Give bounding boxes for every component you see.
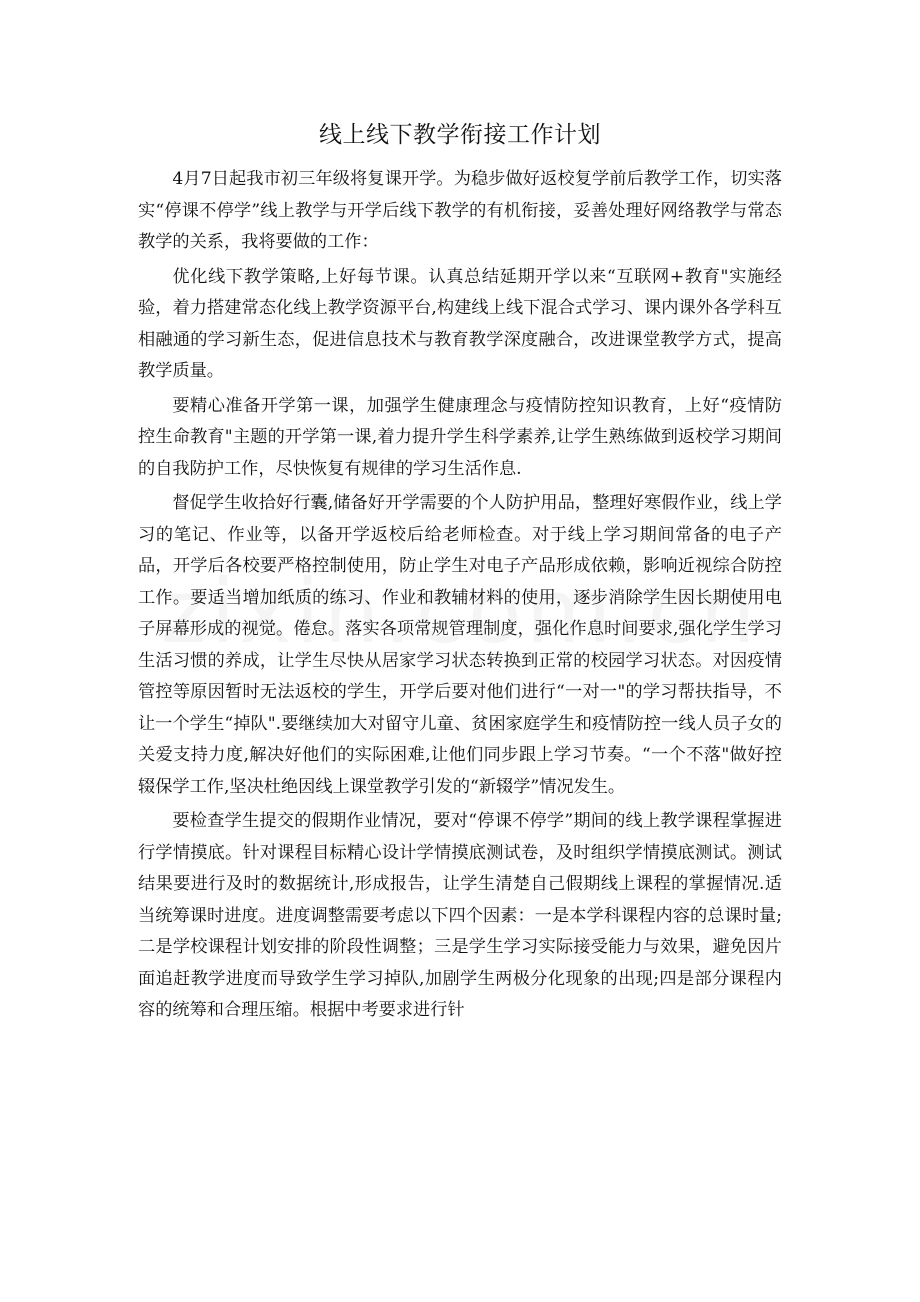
paragraph-5: 要检查学生提交的假期作业情况，要对“停课不停学”期间的线上教学课程掌握进行学情摸底。针对课程目标精心设计学情摸底测试卷，及时组织学情摸底测试。测试结果要进行及时的数据统计,形成报告，让学生清楚自己假期线上课程的掌握情况.适当统筹课时进度。进度调整需要考虑以下四个因素：一是本学科课程内容的总课时量;二是学校课程计划安排的阶段性调整；三是学生学习实际接受能力与效果，避免因片面追赶教学进度而导致学生学习掉队,加剧学生两极分化现象的出现;四是部分课程内容的统筹和合理压缩。根据中考要求进行针 — [138, 811, 782, 1020]
document-title: 线上线下教学衔接工作计划 — [319, 122, 601, 148]
paragraph-1: 4月7日起我市初三年级将复课开学。为稳步做好返校复学前后教学工作，切实落实“停课不停学”线上教学与开学后线下教学的有机衔接，妥善处理好网络教学与常态教学的关系，我将要做的工作： — [138, 169, 782, 252]
paragraph-2: 优化线下教学策略,上好每节课。认真总结延期开学以来“互联网+教育"实施经验，着力搭建常态化线上教学资源平台,构建线上线下混合式学习、课内课外各学科互相融通的学习新生态，促进信息技术与教育教学深度融合，改进课堂教学方式，提高教学质量。 — [138, 266, 782, 381]
paragraph-4: 督促学生收拾好行囊,储备好开学需要的个人防护用品，整理好寒假作业，线上学习的笔记、作业等，以备开学返校后给老师检查。对于线上学习期间常备的电子产品，开学后各校要严格控制使用，防止学生对电子产品形成依赖，影响近视综合防控工作。要适当增加纸质的练习、作业和教辅材料的使用，逐步消除学生因长期使用电子屏幕形成的视觉。倦怠。落实各项常规管理制度，强化作息时间要求,强化学生学习生活习惯的养成，让学生尽快从居家学习状态转换到正常的校园学习状态。对因疫情管控等原因暂时无法返校的学生，开学后要对他们进行“一对一"的学习帮扶指导，不让一个学生“掉队".要继续加大对留守儿童、贫困家庭学生和疫情防控一线人员子女的关爱支持力度,解决好他们的实际困难,让他们同步跟上学习节奏。“一个不落"做好控辍保学工作,坚决杜绝因线上课堂教学引发的“新辍学”情况发生。 — [138, 493, 782, 797]
paragraph-3: 要精心准备开学第一课，加强学生健康理念与疫情防控知识教育，上好“疫情防控生命教育"主题的开学第一课,着力提升学生科学素养,让学生熟练做到返校学习期间的自我防护工作，尽快恢复有规律的学习生活作息. — [138, 395, 782, 479]
document-body — [138, 164, 782, 1027]
